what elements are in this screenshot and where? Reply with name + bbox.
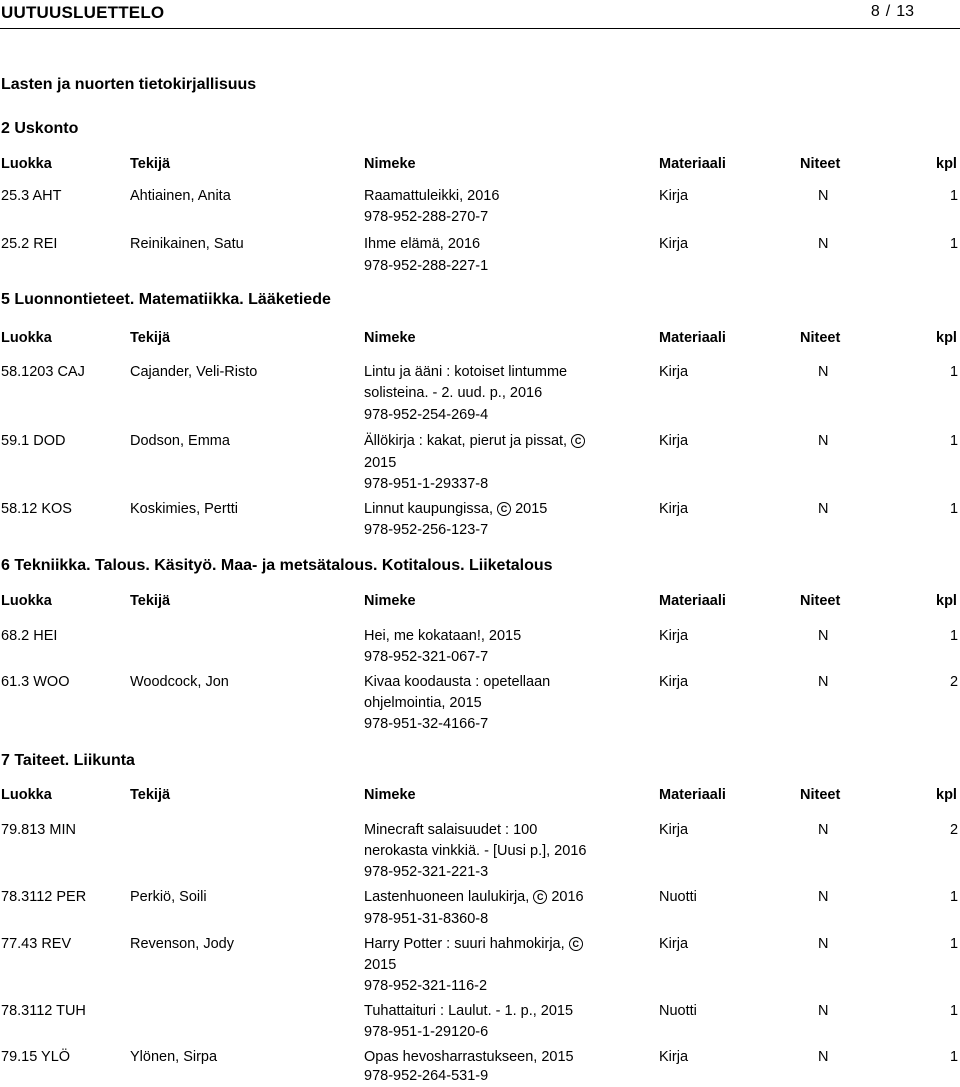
cell-niteet: N bbox=[818, 889, 829, 905]
cell-niteet: N bbox=[818, 674, 829, 690]
cell-luokka: 58.1203 CAJ bbox=[1, 364, 85, 380]
cell-luokka: 79.813 MIN bbox=[1, 822, 76, 838]
cell-niteet: N bbox=[818, 236, 829, 252]
cell-materiaali: Kirja bbox=[659, 1049, 689, 1065]
cell-kpl: 1 bbox=[950, 628, 959, 644]
col-head-materiaali: Materiaali bbox=[659, 156, 726, 172]
cell-nimeke-cont: 2015 bbox=[364, 455, 397, 471]
cell-nimeke-text: Linnut kaupungissa, bbox=[364, 501, 493, 517]
cell-nimeke-cont: 2015 bbox=[364, 957, 397, 973]
copyright-icon: C bbox=[497, 502, 511, 516]
page-separator: / bbox=[885, 3, 891, 20]
col-head-tekija: Tekijä bbox=[130, 156, 171, 172]
cell-luokka: 25.2 REI bbox=[1, 236, 58, 252]
cell-materiaali: Kirja bbox=[659, 236, 689, 252]
cell-materiaali: Kirja bbox=[659, 501, 689, 517]
cell-nimeke: Kivaa koodausta : opetellaan bbox=[364, 674, 551, 690]
cell-isbn: 978-952-254-269-4 bbox=[364, 407, 489, 423]
cell-isbn: 978-951-1-29120-6 bbox=[364, 1024, 489, 1040]
cell-tekija: Revenson, Jody bbox=[130, 936, 234, 952]
cell-tekija: Ahtiainen, Anita bbox=[130, 188, 231, 204]
cell-materiaali: Kirja bbox=[659, 188, 689, 204]
cell-luokka: 61.3 WOO bbox=[1, 674, 70, 690]
cell-tekija: Perkiö, Soili bbox=[130, 889, 207, 905]
cell-nimeke: Lintu ja ääni : kotoiset lintumme bbox=[364, 364, 568, 380]
col-head-kpl: kpl bbox=[936, 593, 957, 609]
cell-kpl: 1 bbox=[950, 364, 959, 380]
cell-niteet: N bbox=[818, 433, 829, 449]
page-header bbox=[0, 0, 960, 28]
cell-isbn: 978-951-1-29337-8 bbox=[364, 476, 489, 492]
cell-luokka: 59.1 DOD bbox=[1, 433, 66, 449]
col-head-materiaali: Materiaali bbox=[659, 593, 726, 609]
page-number bbox=[871, 3, 914, 21]
cell-kpl: 2 bbox=[950, 822, 959, 838]
cell-nimeke-text: Lastenhuoneen laulukirja, bbox=[364, 889, 530, 905]
col-head-luokka: Luokka bbox=[1, 156, 52, 172]
cell-nimeke bbox=[364, 887, 584, 908]
cell-nimeke: Opas hevosharrastukseen, 2015 bbox=[364, 1049, 574, 1065]
col-head-luokka: Luokka bbox=[1, 787, 52, 803]
cell-materiaali: Kirja bbox=[659, 364, 689, 380]
copyright-icon: C bbox=[569, 937, 583, 951]
col-head-tekija: Tekijä bbox=[130, 593, 171, 609]
cell-nimeke-cont: nerokasta vinkkiä. - [Uusi p.], 2016 bbox=[364, 843, 587, 859]
cell-luokka: 68.2 HEI bbox=[1, 628, 58, 644]
cell-tekija: Reinikainen, Satu bbox=[130, 236, 244, 252]
cell-luokka: 58.12 KOS bbox=[1, 501, 72, 517]
cell-materiaali: Kirja bbox=[659, 822, 689, 838]
cell-nimeke: Tuhattaituri : Laulut. - 1. p., 2015 bbox=[364, 1003, 574, 1019]
page-total: 13 bbox=[896, 3, 914, 20]
cell-kpl: 1 bbox=[950, 433, 959, 449]
cell-isbn: 978-952-321-116-2 bbox=[364, 978, 488, 994]
col-head-nimeke: Nimeke bbox=[364, 330, 416, 346]
cell-materiaali: Kirja bbox=[659, 628, 689, 644]
col-head-tekija: Tekijä bbox=[130, 787, 171, 803]
cell-niteet: N bbox=[818, 936, 829, 952]
col-head-kpl: kpl bbox=[936, 787, 957, 803]
col-head-niteet: Niteet bbox=[800, 787, 841, 803]
cell-kpl: 1 bbox=[950, 236, 959, 252]
cell-isbn: 978-952-321-221-3 bbox=[364, 864, 489, 880]
cell-luokka: 78.3112 PER bbox=[1, 889, 87, 905]
cell-isbn: 978-952-288-270-7 bbox=[364, 209, 489, 225]
copyright-icon: C bbox=[533, 890, 547, 904]
cell-isbn: 978-952-288-227-1 bbox=[364, 258, 489, 274]
cell-nimeke: Hei, me kokataan!, 2015 bbox=[364, 628, 522, 644]
cell-luokka: 25.3 AHT bbox=[1, 188, 62, 204]
cell-luokka: 77.43 REV bbox=[1, 936, 72, 952]
document-title: UUTUUSLUETTELO bbox=[1, 3, 165, 22]
cell-nimeke bbox=[364, 431, 585, 452]
cell-kpl: 1 bbox=[950, 188, 959, 204]
copyright-icon: C bbox=[571, 434, 585, 448]
cell-luokka: 79.15 YLÖ bbox=[1, 1049, 71, 1065]
col-head-nimeke: Nimeke bbox=[364, 156, 416, 172]
cell-materiaali: Kirja bbox=[659, 433, 689, 449]
col-head-luokka: Luokka bbox=[1, 593, 52, 609]
cell-nimeke-cont: solisteina. - 2. uud. p., 2016 bbox=[364, 385, 543, 401]
cell-isbn: 978-952-256-123-7 bbox=[364, 522, 489, 538]
cell-tekija: Koskimies, Pertti bbox=[130, 501, 238, 517]
col-head-niteet: Niteet bbox=[800, 593, 841, 609]
cell-nimeke bbox=[364, 499, 547, 520]
cell-isbn: 978-952-321-067-7 bbox=[364, 649, 489, 665]
col-head-niteet: Niteet bbox=[800, 156, 841, 172]
cell-isbn: 978-952-264-531-9 bbox=[364, 1068, 489, 1084]
cell-kpl: 1 bbox=[950, 889, 959, 905]
cell-nimeke: Ihme elämä, 2016 bbox=[364, 236, 481, 252]
col-head-niteet: Niteet bbox=[800, 330, 841, 346]
section-heading: 2 Uskonto bbox=[1, 120, 79, 137]
cell-nimeke: Minecraft salaisuudet : 100 bbox=[364, 822, 538, 838]
cell-isbn: 978-951-31-8360-8 bbox=[364, 911, 489, 927]
cell-materiaali: Nuotti bbox=[659, 1003, 697, 1019]
cell-niteet: N bbox=[818, 364, 829, 380]
cell-materiaali: Kirja bbox=[659, 674, 689, 690]
cell-niteet: N bbox=[818, 1003, 829, 1019]
cell-isbn: 978-951-32-4166-7 bbox=[364, 716, 489, 732]
cell-niteet: N bbox=[818, 1049, 829, 1065]
page-current: 8 bbox=[870, 3, 880, 20]
section-heading: 6 Tekniikka. Talous. Käsityö. Maa- ja metsätalous. Kotitalous. Liiketalous bbox=[1, 557, 553, 574]
cell-tekija: Woodcock, Jon bbox=[130, 674, 229, 690]
cell-niteet: N bbox=[818, 822, 829, 838]
col-head-nimeke: Nimeke bbox=[364, 787, 416, 803]
col-head-materiaali: Materiaali bbox=[659, 787, 726, 803]
cell-tekija: Cajander, Veli-Risto bbox=[130, 364, 258, 380]
cell-nimeke-text: Harry Potter : suuri hahmokirja, bbox=[364, 936, 565, 952]
cell-materiaali: Nuotti bbox=[659, 889, 697, 905]
cell-nimeke-year: 2015 bbox=[515, 501, 548, 517]
section-heading: 7 Taiteet. Liikunta bbox=[1, 752, 135, 769]
col-head-kpl: kpl bbox=[936, 330, 957, 346]
cell-niteet: N bbox=[818, 628, 829, 644]
col-head-luokka: Luokka bbox=[1, 330, 52, 346]
col-head-kpl: kpl bbox=[936, 156, 957, 172]
cell-kpl: 1 bbox=[950, 1003, 959, 1019]
header-divider bbox=[0, 28, 960, 29]
cell-luokka: 78.3112 TUH bbox=[1, 1003, 86, 1019]
cell-nimeke-year: 2016 bbox=[551, 889, 584, 905]
cell-niteet: N bbox=[818, 501, 829, 517]
cell-nimeke: Raamattuleikki, 2016 bbox=[364, 188, 500, 204]
cell-tekija: Dodson, Emma bbox=[130, 433, 230, 449]
cell-tekija: Ylönen, Sirpa bbox=[130, 1049, 218, 1065]
col-head-nimeke: Nimeke bbox=[364, 593, 416, 609]
section-heading: 5 Luonnontieteet. Matematiikka. Lääketiede bbox=[1, 291, 331, 308]
cell-niteet: N bbox=[818, 188, 829, 204]
cell-nimeke-cont: ohjelmointia, 2015 bbox=[364, 695, 482, 711]
cell-nimeke-text: Ällökirja : kakat, pierut ja pissat, bbox=[364, 433, 568, 449]
cell-kpl: 1 bbox=[950, 1049, 959, 1065]
cell-nimeke bbox=[364, 934, 583, 955]
main-heading: Lasten ja nuorten tietokirjallisuus bbox=[1, 76, 257, 93]
cell-kpl: 1 bbox=[950, 501, 959, 517]
cell-kpl: 2 bbox=[950, 674, 959, 690]
cell-materiaali: Kirja bbox=[659, 936, 689, 952]
col-head-materiaali: Materiaali bbox=[659, 330, 726, 346]
cell-kpl: 1 bbox=[950, 936, 959, 952]
col-head-tekija: Tekijä bbox=[130, 330, 171, 346]
